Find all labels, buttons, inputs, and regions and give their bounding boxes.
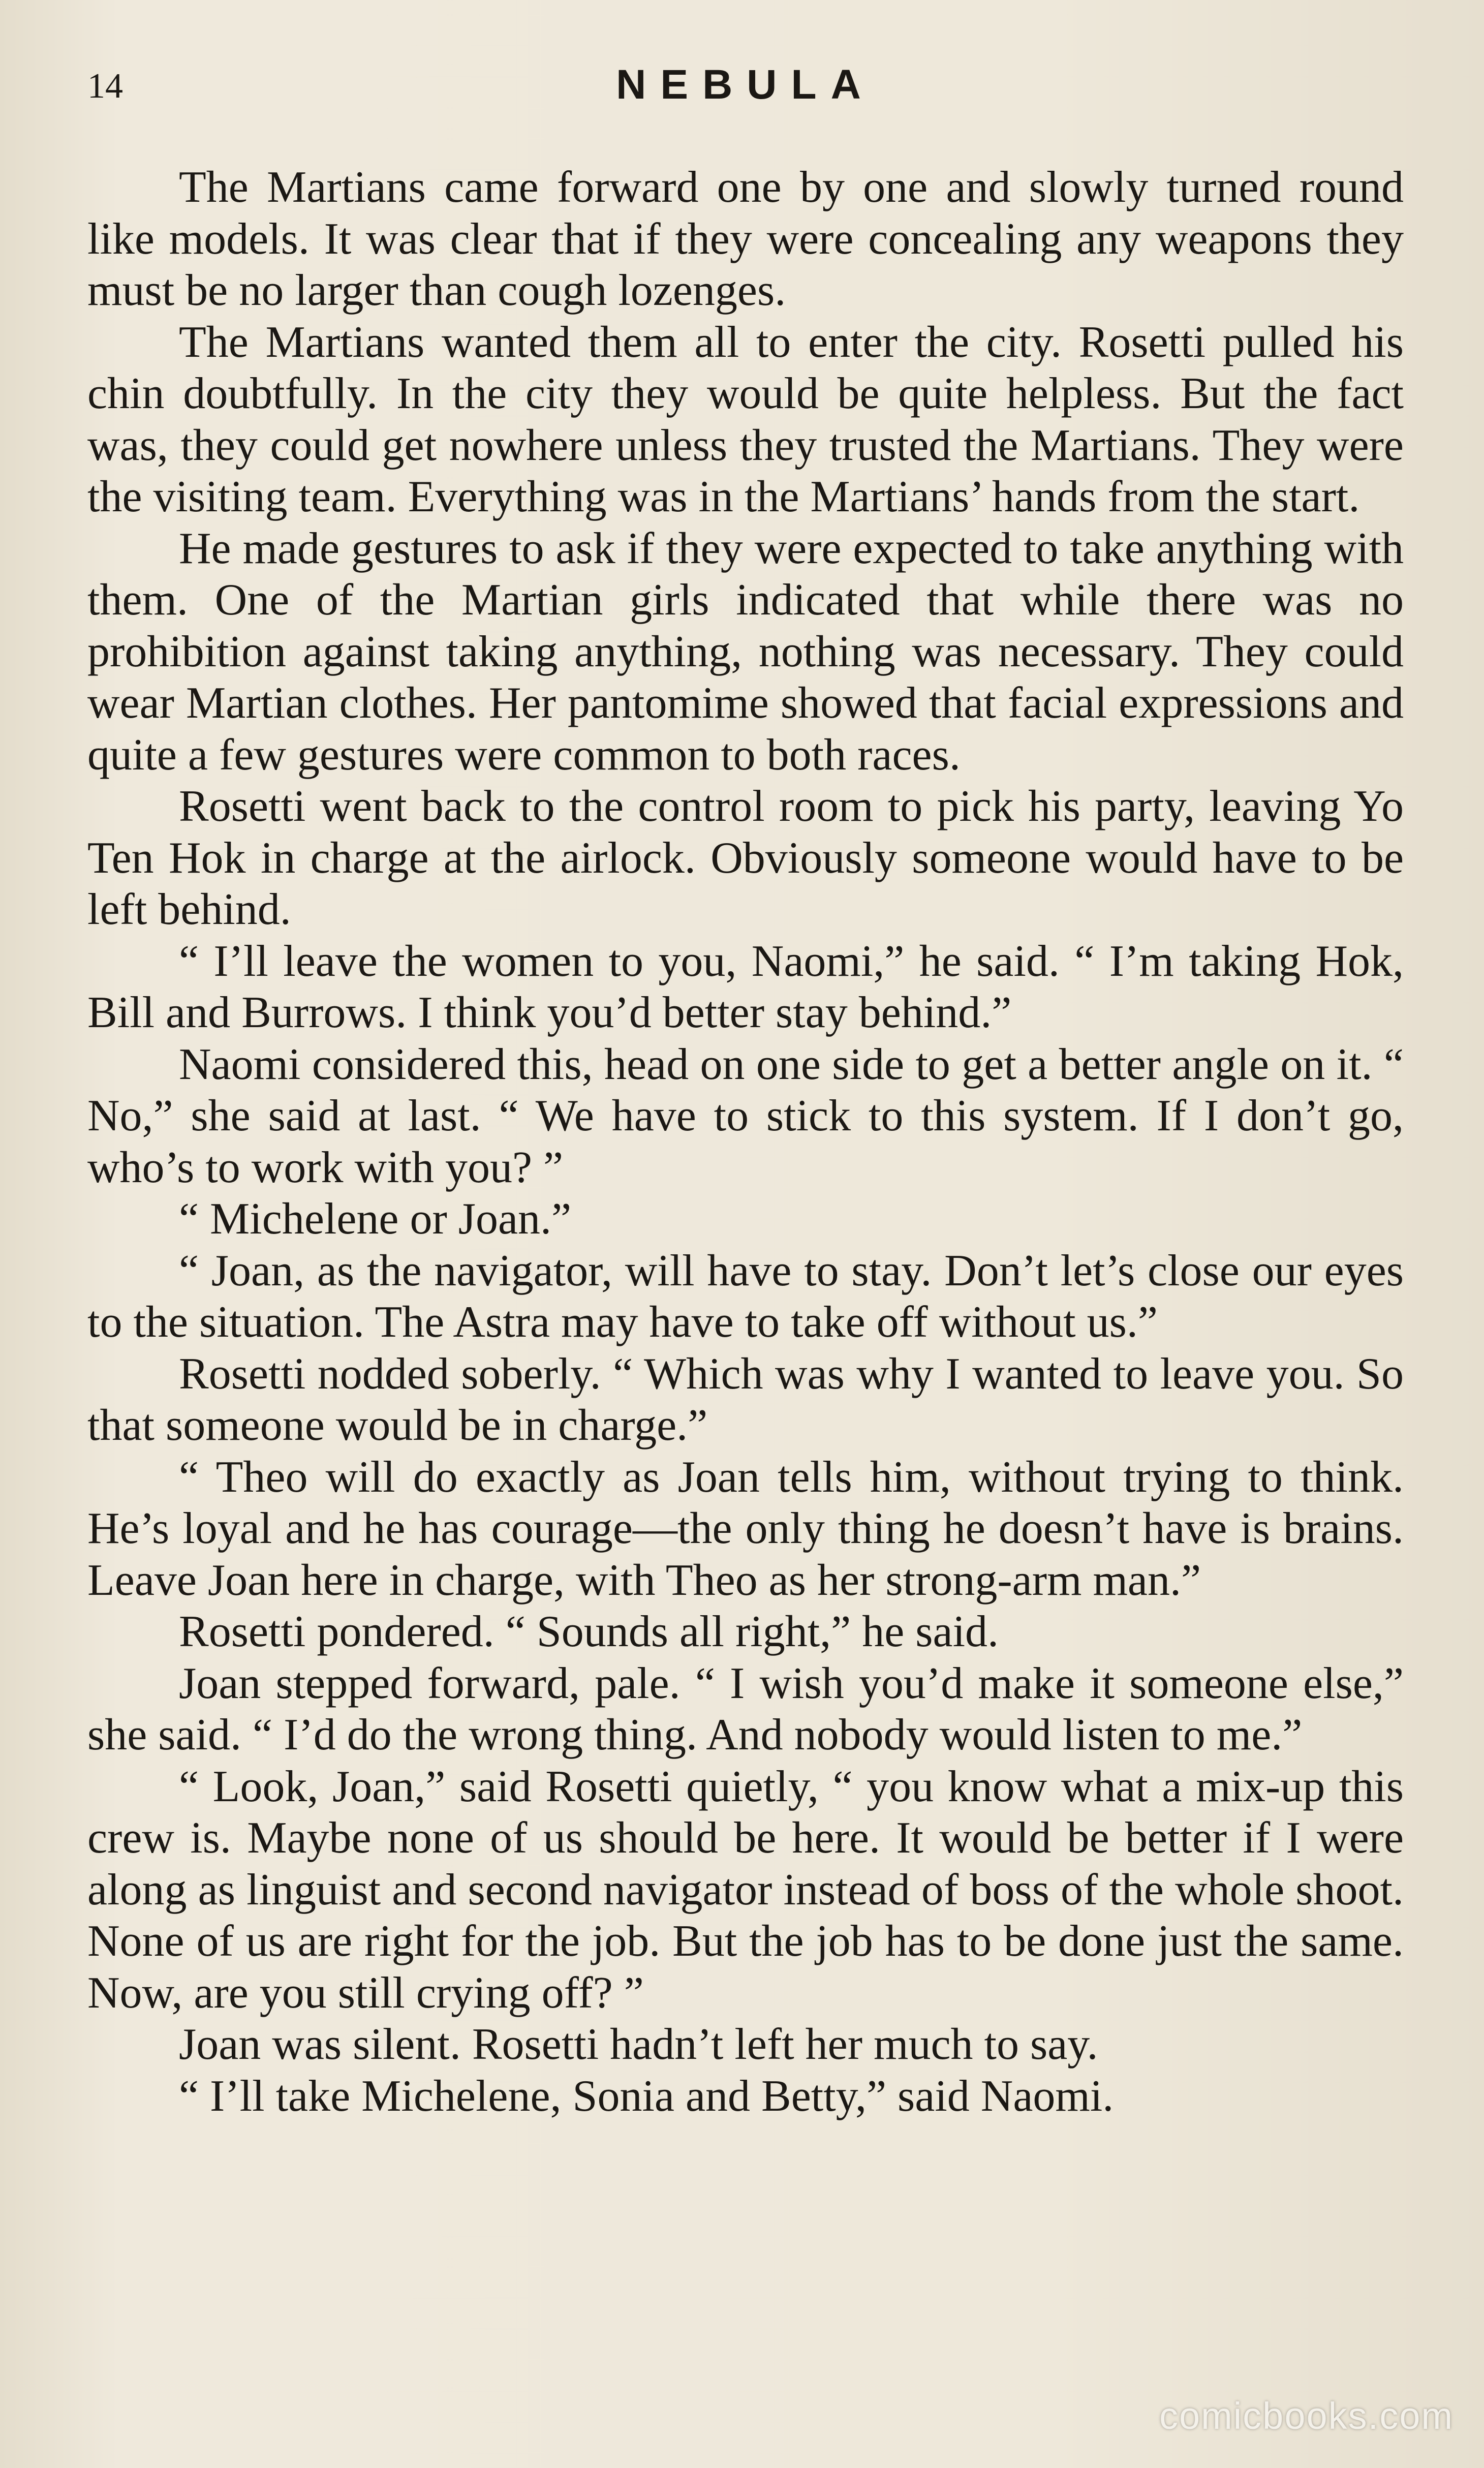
magazine-title: NEBULA xyxy=(616,61,875,108)
paragraph: The Martians wanted them all to enter the city. Rosetti pulled his chin doubtfully. In the city they would be quite helpless. But the fact was, they could get nowhere unless they trusted the Martians. They were the visiting team. Everything was in the Martians’ hands from the start. xyxy=(87,317,1404,521)
page-header xyxy=(87,61,1404,117)
paragraph: “ Joan, as the navigator, will have to stay. Don’t let’s close our eyes to the situation. The Astra may have to take off without us.” xyxy=(87,1246,1404,1347)
paragraph: “ I’ll leave the women to you, Naomi,” he said. “ I’m taking Hok, Bill and Burrows. I think you’d better stay behind.” xyxy=(87,936,1404,1037)
paragraph: The Martians came forward one by one and slowly turned round like models. It was clear that if they were concealing any weapons they must be no larger than cough lozenges. xyxy=(87,163,1404,315)
paragraph: “ Look, Joan,” said Rosetti quietly, “ you know what a mix-up this crew is. Maybe none of us should be here. It would be better if I were along as linguist and second navigator instead of boss of the whole shoot. None of us are right for the job. But the job has to be done just the same. Now, are you still crying off? ” xyxy=(87,1762,1404,2018)
paragraph: He made gestures to ask if they were expected to take anything with them. One of the Martian girls indicated that while there was no prohibition against taking anything, nothing was necessary. They could wear Martian clothes. Her pantomime showed that facial expressions and quite a few gestures were common to both races. xyxy=(87,523,1404,780)
paragraph: Rosetti went back to the control room to pick his party, leaving Yo Ten Hok in charge at the airlock. Obviously someone would have to be left behind. xyxy=(87,782,1404,934)
page-number: 14 xyxy=(87,67,123,106)
body-text xyxy=(87,162,1404,2122)
paragraph: “ Michelene or Joan.” xyxy=(179,1194,572,1244)
paragraph: “ I’ll take Michelene, Sonia and Betty,” said Naomi. xyxy=(179,2071,1114,2121)
paragraph: Joan stepped forward, pale. “ I wish you’d make it someone else,” she said. “ I’d do the wrong thing. And nobody would listen to me.” xyxy=(87,1658,1404,1760)
source-watermark: comicbooks.com xyxy=(1159,2395,1454,2437)
paragraph: Naomi considered this, head on one side to get a better angle on it. “ No,” she said at last. “ We have to stick to this system. If I don’t go, who’s to work with you? ” xyxy=(87,1039,1404,1192)
paragraph: Rosetti nodded soberly. “ Which was why I wanted to leave you. So that someone would be in charge.” xyxy=(87,1349,1404,1450)
paragraph: Rosetti pondered. “ Sounds all right,” he said. xyxy=(179,1607,999,1656)
paragraph: Joan was silent. Rosetti hadn’t left her much to say. xyxy=(179,2020,1098,2069)
paragraph: “ Theo will do exactly as Joan tells him, without trying to think. He’s loyal and he has courage—the only thing he doesn’t have is brains. Leave Joan here in charge, with Theo as her strong-arm man.” xyxy=(87,1452,1404,1605)
